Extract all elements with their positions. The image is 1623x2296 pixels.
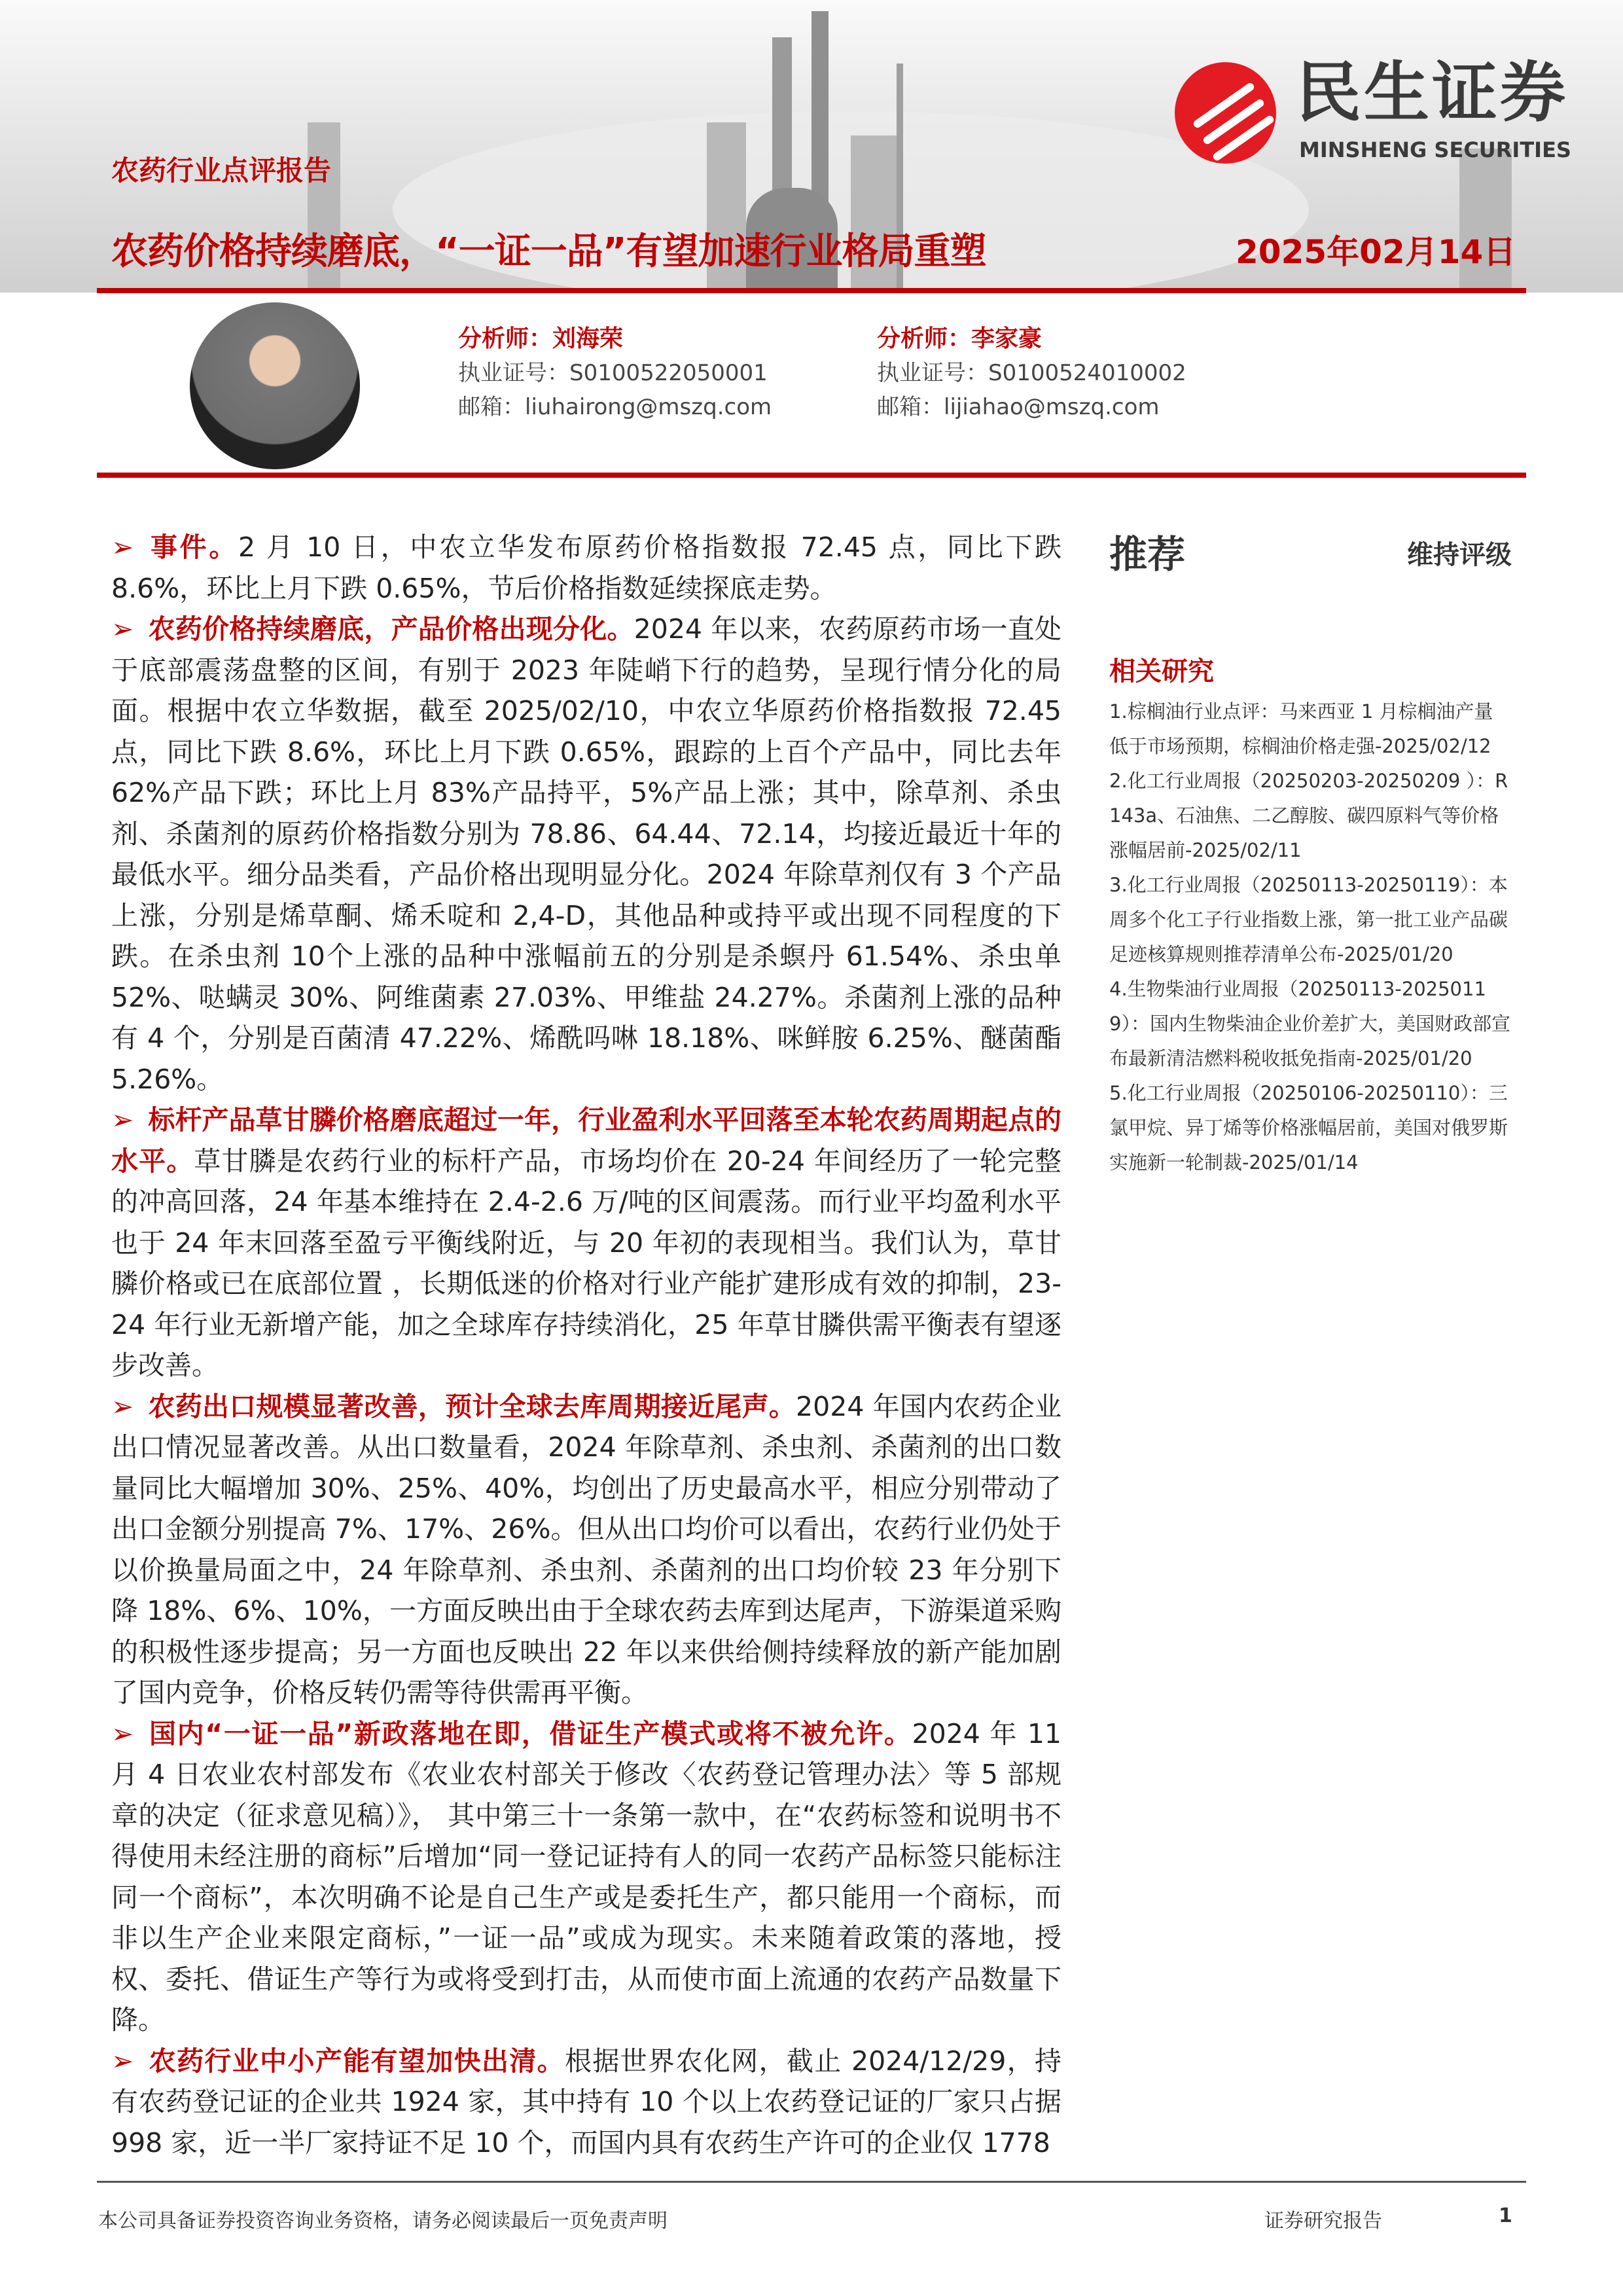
- analyst-1: [458, 322, 851, 424]
- paragraph-event: [111, 527, 1061, 609]
- report-date: 2025年02月14日: [1236, 233, 1516, 271]
- analyst-photo: [190, 302, 360, 469]
- bullet-arrow-icon: ➢: [111, 1390, 134, 1422]
- paragraph-text: 2024 年 11 月 4 日农业农村部发布《农业农村部关于修改〈农药登记管理办法〉等 5 部规章的决定（征求意见稿）》， 其中第三十一条第一款中，在“农药标签和说明书不得使用未经注册的商标”后增加“同一登记证持有人的同一农药产品标签只能标注同一个商标”，本次明确不论是自己生产或是委托生产，都只能用一个商标，而非以生产企业来限定商标，”一证一品”或成为现实。未来随着政策的落地，授权、委托、借证生产等行为或将受到打击，从而使市面上流通的农药产品数量下降。: [111, 1717, 1062, 2036]
- analyst-2: [877, 322, 1270, 424]
- report-title: 农药价格持续磨底，“一证一品”有望加速行业格局重塑: [111, 230, 986, 273]
- paragraph-price: [111, 609, 1061, 1100]
- paragraph-lead: 事件。: [148, 531, 239, 563]
- minsheng-logo: [1175, 54, 1580, 167]
- paragraph-export: [111, 1386, 1061, 1713]
- sidebar: [1109, 524, 1512, 1180]
- analyst-divider: [97, 473, 1526, 478]
- paragraph-lead: 国内“一证一品”新政落地在即，借证生产模式或将不被允许。: [148, 1717, 912, 1749]
- paragraph-lead: 标杆产品草甘膦价格磨底超过一年，行业盈利水平回落至本轮农药周期起点的水平。: [111, 1104, 1061, 1177]
- bullet-arrow-icon: ➢: [111, 531, 134, 563]
- analyst-cert: 执业证号：S0100524010002: [877, 360, 1186, 386]
- bullet-arrow-icon: ➢: [111, 1717, 134, 1749]
- recommendation: 推荐: [1109, 532, 1186, 577]
- paragraph-policy: [111, 1713, 1061, 2041]
- logo-text-en: MINSHENG SECURITIES: [1299, 137, 1571, 162]
- related-research-item[interactable]: 2.化工行业周报（20250203-20250209 ）：R143a、石油焦、二乙醇胺、碳四原料气等价格涨幅居前-2025/02/11: [1109, 770, 1508, 861]
- analyst-cert: 执业证号：S0100522050001: [458, 360, 768, 386]
- logo-emblem-icon: [1175, 62, 1276, 164]
- report-body: [111, 527, 1061, 2163]
- paragraph-text: 2024 年国内农药企业出口情况显著改善。从出口数量看，2024 年除草剂、杀虫剂、杀菌剂的出口数量同比大幅增加 30%、25%、40%，均创出了历史最高水平，相应分别带动了出口金额分别提高 7%、17%、26%。但从出口均价可以看出，农药行业仍处于以价换量局面之中，24 年除草剂、杀虫剂、杀菌剂的出口均价较 23 年分别下降 18%、6%、10%，一方面反映出由于全球农药去库到达尾声，下游渠道采购的积极性逐步提高；另一方面也反映出 22 年以来供给侧持续释放的新产能加剧了国内竞争，价格反转仍需等待供需再平衡。: [111, 1390, 1062, 1708]
- footer-divider: [97, 2181, 1526, 2183]
- analyst-email[interactable]: 邮箱：liuhairong@mszq.com: [458, 394, 772, 420]
- paragraph-text: 根据世界农化网，截止 2024/12/29，持有农药登记证的企业共 1924 家，其中持有 10 个以上农药登记证的厂家只占据 998 家，近一半厂家持证不足 10 个，而国内具有农药生产许可的企业仅 1778: [111, 2045, 1062, 2159]
- related-research-item[interactable]: 4.生物柴油行业周报（20250113-20250119）：国内生物柴油企业价差扩大，美国财政部宣布最新清洁燃料税收抵免指南-2025/01/20: [1109, 978, 1510, 1069]
- related-research-list: [1109, 694, 1512, 1180]
- analyst-name: 分析师：李家豪: [877, 325, 1043, 352]
- analyst-email[interactable]: 邮箱：lijiahao@mszq.com: [877, 394, 1160, 420]
- paragraph-lead: 农药行业中小产能有望加快出清。: [148, 2045, 565, 2077]
- paragraph-text: 2024 年以来，农药原药市场一直处于底部震荡盘整的区间，有别于 2023 年陡峭下行的趋势，呈现行情分化的局面。根据中农立华数据，截至 2025/02/10，中农立华原药价格指数报 72.45 点，同比下跌 8.6%，环比上月下跌 0.65%，跟踪的上百个产品中，同比去年 62%产品下跌；环比上月 83%产品持平，5%产品上涨；其中，除草剂、杀虫剂、杀菌剂的原药价格指数分别为 78.86、64.44、72.14，均接近最近十年的最低水平。细分品类看，产品价格出现明显分化。2024 年除草剂仅有 3 个产品上涨，分别是烯草酮、烯禾啶和 2,4-D，其他品种或持平或出现不同程度的下跌。在杀虫剂 10个上涨的品种中涨幅前五的分别是杀螟丹 61.54%、杀虫单 52%、哒螨灵 30%、阿维菌素 27.03%、甲维盐 24.27%。杀菌剂上涨的品种有 4 个，分别是百菌清 47.22%、烯酰吗啉 18.18%、咪鲜胺 6.25%、醚菌酯 5.26%。: [111, 613, 1061, 1095]
- paragraph-text: 2 月 10 日，中农立华发布原药价格指数报 72.45 点，同比下跌 8.6%，环比上月下跌 0.65%，节后价格指数延续探底走势。: [111, 531, 1062, 604]
- footer-disclaimer: 本公司具备证券投资咨询业务资格，请务必阅读最后一页免责声明: [98, 2210, 668, 2233]
- bullet-arrow-icon: ➢: [111, 2045, 134, 2077]
- rating-status: 维持评级: [1407, 540, 1512, 570]
- related-research-item[interactable]: 3.化工行业周报（20250113-20250119）：本周多个化工子行业指数上涨，第一批工业产品碳足迹核算规则推荐清单公布-2025/01/20: [1109, 874, 1508, 965]
- bullet-arrow-icon: ➢: [111, 1104, 134, 1136]
- paragraph-lead: 农药出口规模显著改善，预计全球去库周期接近尾声。: [148, 1390, 796, 1422]
- footer-report-type: 证券研究报告: [1264, 2210, 1382, 2233]
- related-research-item[interactable]: 5.化工行业周报（20250106-20250110）：三氯甲烷、异丁烯等价格涨幅居前，美国对俄罗斯实施新一轮制裁-2025/01/14: [1109, 1082, 1508, 1174]
- report-type: 农药行业点评报告: [111, 154, 332, 187]
- related-research-item[interactable]: 1.棕榈油行业点评：马来西亚 1 月棕榈油产量低于市场预期，棕榈油价格走强-2025/02/12: [1109, 700, 1493, 757]
- analyst-name: 分析师：刘海荣: [458, 325, 624, 352]
- paragraph-glyphosate: [111, 1100, 1061, 1386]
- paragraph-lead: 农药价格持续磨底，产品价格出现分化。: [148, 613, 634, 645]
- related-research-title: 相关研究: [1109, 656, 1214, 687]
- header-banner: [0, 0, 1623, 293]
- paragraph-text: 草甘膦是农药行业的标杆产品，市场均价在 20-24 年间经历了一轮完整的冲高回落，24 年基本维持在 2.4-2.6 万/吨的区间震荡。而行业平均盈利水平也于 24 年末回落至盈亏平衡线附近，与 20 年初的表现相当。我们认为，草甘膦价格或已在底部位置 ，长期低迷的价格对行业产能扩建形成有效的抑制，23-24 年行业无新增产能，加之全球库存持续消化，25 年草甘膦供需平衡表有望逐步改善。: [111, 1145, 1061, 1381]
- header-divider: [97, 288, 1526, 293]
- paragraph-capacity: [111, 2041, 1061, 2164]
- page-number: 1: [1499, 2204, 1512, 2227]
- bullet-arrow-icon: ➢: [111, 613, 134, 645]
- logo-text-cn: 民生证券: [1296, 54, 1568, 131]
